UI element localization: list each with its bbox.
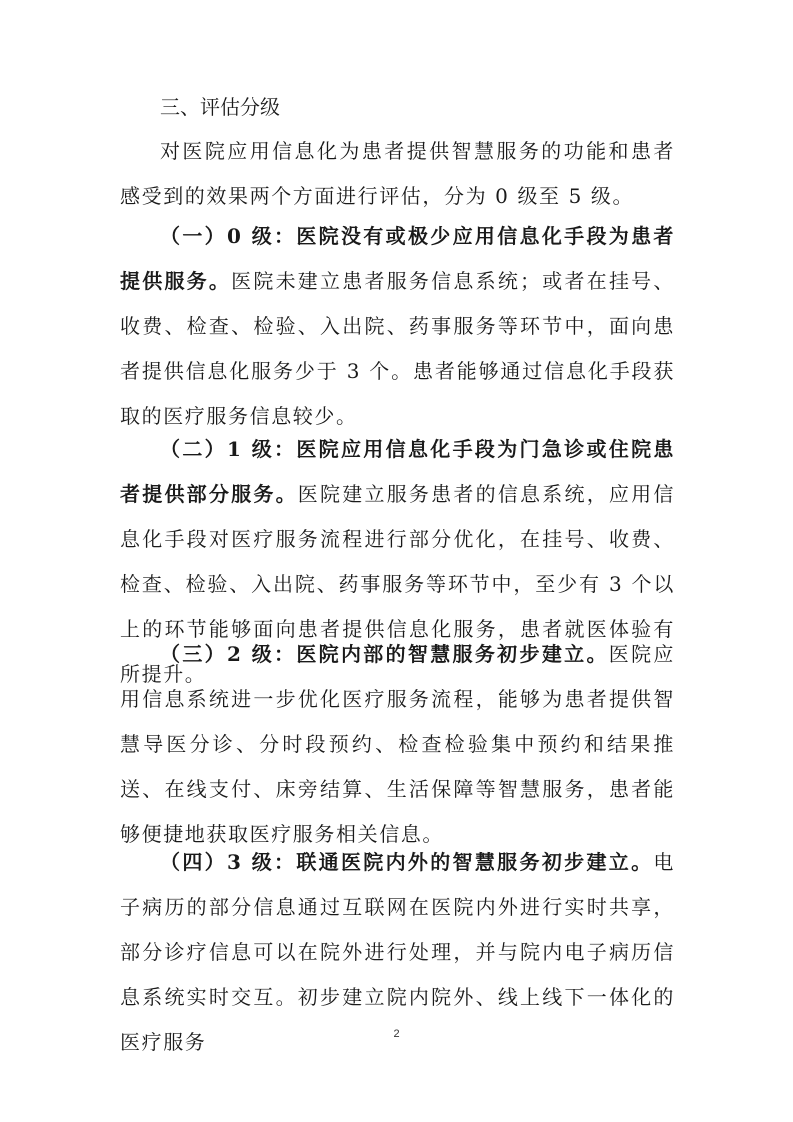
- level-1-heading: （二）1 级：医院应用信息化手段为门急诊或住院患者提供部分服务。: [120, 437, 675, 506]
- level-1-text: 医院建立服务患者的信息系统，应用信息化手段对医疗服务流程进行部分优化，在挂号、收费、检查、检验、入出院、药事服务等环节中，至少有 3 个以上的环节能够面向患者提供信息化服务，患者就医体验有所提升。: [120, 482, 675, 686]
- level-0-heading: （一）0 级：医院没有或极少应用信息化手段为患者提供服务。: [120, 224, 675, 293]
- level-2-heading: （三）2 级：医院内部的智慧服务初步建立。: [160, 642, 609, 666]
- intro-paragraph: 对医院应用信息化为患者提供智慧服务的功能和患者感受到的效果两个方面进行评估，分为 0 级至 5 级。: [120, 139, 675, 208]
- level-3-paragraph: [120, 840, 675, 1054]
- level-2-paragraph: [120, 632, 675, 857]
- level-2-text: 医院应用信息系统进一步优化医疗服务流程，能够为患者提供智慧导医分诊、分时段预约、检查检验集中预约和结果推送、在线支付、床旁结算、生活保障等智慧服务，患者能够便捷地获取医疗服务相关信息。: [120, 642, 675, 846]
- level-3-heading: （四）3 级：联通医院内外的智慧服务初步建立。: [160, 850, 654, 874]
- level-3-text: 电子病历的部分信息通过互联网在医院内外进行实时共享，部分诊疗信息可以在院外进行处理，并与院内电子病历信息系统实时交互。初步建立院内院外、线上线下一体化的医疗服务: [120, 850, 675, 1054]
- level-0-paragraph: [120, 214, 675, 439]
- level-0-text: 医院未建立患者服务信息系统；或者在挂号、收费、检查、检验、入出院、药事服务等环节中，面向患者提供信息化服务少于 3 个。患者能够通过信息化手段获取的医疗服务信息较少。: [120, 269, 675, 428]
- section-heading: 三、评估分级: [160, 95, 280, 119]
- page-number: 2: [393, 1028, 400, 1040]
